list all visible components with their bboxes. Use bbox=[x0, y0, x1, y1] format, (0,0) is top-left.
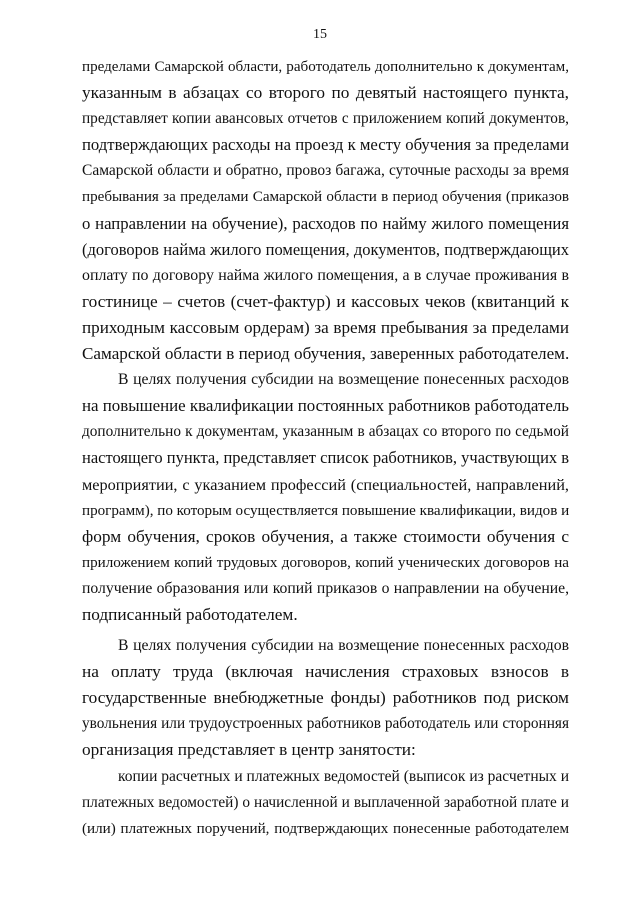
paragraph-4 bbox=[82, 764, 569, 842]
text-line: приходным кассовым ордерам) за время пребывания за пределами bbox=[82, 317, 569, 337]
text-line: В целях получения субсидии на возмещение понесенных расходов bbox=[118, 371, 569, 389]
text-line: В целях получения субсидии на возмещение понесенных расходов bbox=[118, 637, 569, 655]
text-line: программ), по которым осуществляется повышение квалификации, видов и bbox=[82, 502, 570, 519]
text-line: (или) платежных поручений, подтверждающих понесенные работодателем bbox=[82, 820, 569, 837]
paragraph-3 bbox=[82, 633, 569, 763]
document-body bbox=[82, 54, 569, 842]
text-line: платежных ведомостей) о начисленной и выплаченной заработной плате и bbox=[82, 793, 569, 811]
text-line: на оплату труда (включая начисления страховых взносов в bbox=[82, 662, 569, 682]
text-line: пребывания за пределами Самарской области в период обучения (приказов bbox=[82, 189, 569, 206]
text-line: настоящего пункта, представляет список работников, участвующих в bbox=[82, 448, 570, 468]
text-line: форм обучения, сроков обучения, а также стоимости обучения с bbox=[82, 526, 569, 546]
text-line: оплату по договору найма жилого помещения, а в случае проживания в bbox=[82, 266, 569, 284]
text-line: пределами Самарской области, работодатель дополнительно к документам, bbox=[82, 59, 569, 75]
paragraph-2 bbox=[82, 367, 569, 628]
text-line: на повышение квалификации постоянных работников работодатель bbox=[82, 396, 570, 416]
text-line: подтверждающих расходы на проезд к месту обучения за пределами bbox=[82, 135, 570, 155]
text-line: приложением копий трудовых договоров, копий ученических договоров на bbox=[82, 554, 569, 571]
text-line: организация представляет в центр занятости: bbox=[82, 740, 416, 760]
text-line: указанным в абзацах со второго по девятый настоящего пункта, bbox=[82, 83, 569, 103]
text-line: копии расчетных и платежных ведомостей (выписок из расчетных и bbox=[118, 767, 569, 785]
text-line: получение образования или копий приказов о направлении на обучение, bbox=[82, 579, 569, 597]
text-line: (договоров найма жилого помещения, документов, подтверждающих bbox=[82, 239, 569, 259]
text-line: Самарской области и обратно, провоз багажа, суточные расходы за время bbox=[82, 162, 569, 180]
text-line: мероприятии, с указанием профессий (специальностей, направлений, bbox=[82, 474, 569, 494]
text-line: дополнительно к документам, указанным в абзацах со второго по седьмой bbox=[82, 423, 569, 441]
text-line: представляет копии авансовых отчетов с приложением копий документов, bbox=[82, 110, 569, 128]
text-line: подписанный работодателем. bbox=[82, 604, 298, 624]
text-line: гостинице – счетов (счет-фактур) и кассовых чеков (квитанций к bbox=[82, 291, 569, 311]
text-line: о направлении на обучение), расходов по найму жилого помещения bbox=[82, 213, 569, 233]
page-number: 15 bbox=[313, 27, 327, 42]
text-line: Самарской области в период обучения, заверенных работодателем. bbox=[82, 344, 570, 364]
text-line: увольнения или трудоустроенных работников работодатель или сторонняя bbox=[82, 715, 569, 733]
paragraph-1 bbox=[82, 54, 569, 367]
text-line: государственные внебюджетные фонды) работников под риском bbox=[82, 688, 569, 708]
